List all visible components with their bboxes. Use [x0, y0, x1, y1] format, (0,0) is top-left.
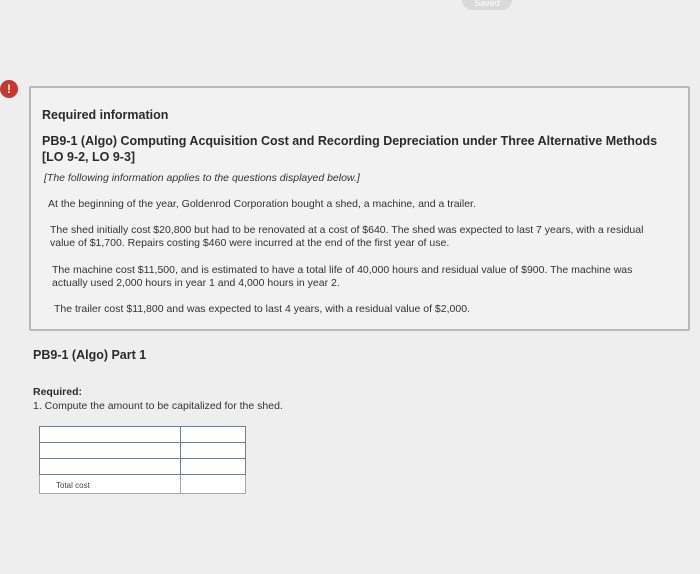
trailer-paragraph: The trailer cost $11,800 and was expected to last 4 years, with a residual value of $2,000. — [54, 303, 470, 315]
answer-table — [39, 426, 246, 494]
required-information-panel — [29, 86, 690, 331]
part-title: PB9-1 (Algo) Part 1 — [33, 348, 147, 362]
total-row — [40, 475, 246, 494]
required-label: Required: — [33, 386, 83, 398]
table-row — [40, 459, 246, 475]
total-cost-amount[interactable] — [181, 475, 246, 494]
machine-paragraph: The machine cost $11,500, and is estimated to have a total life of 40,000 hours and residual value of $900. The machine was actually used 2,000 hours in year 1 and 4,000 hours in year 2. — [52, 264, 633, 289]
shed-paragraph: The shed initially cost $20,800 but had to be renovated at a cost of $640. The shed was expected to last 7 years, with a residual value of $1,700. Repairs costing $460 were incurred at the end of the first year of use. — [50, 224, 644, 249]
row-label-input[interactable] — [40, 459, 181, 475]
saved-status-badge: Saved — [462, 0, 512, 10]
question-instruction: 1. Compute the amount to be capitalized for the shed. — [33, 400, 283, 412]
instructions-note: [The following information applies to the questions displayed below.] — [44, 172, 360, 184]
table-row — [40, 443, 246, 459]
total-cost-label: Total cost — [56, 481, 90, 490]
intro-paragraph: At the beginning of the year, Goldenrod Corporation bought a shed, a machine, and a trailer. — [48, 198, 476, 210]
total-cost-label-cell — [40, 475, 181, 494]
table-row — [40, 427, 246, 443]
exclamation-icon: ! — [0, 80, 18, 98]
row-amount-input[interactable] — [181, 459, 246, 475]
required-information-heading: Required information — [42, 108, 169, 122]
row-amount-input[interactable] — [181, 443, 246, 459]
row-label-input[interactable] — [40, 427, 181, 443]
row-amount-input[interactable] — [181, 427, 246, 443]
row-label-input[interactable] — [40, 443, 181, 459]
problem-title: PB9-1 (Algo) Computing Acquisition Cost and Recording Depreciation under Three Alternative Methods [LO 9-2, LO 9-3] — [42, 134, 658, 164]
